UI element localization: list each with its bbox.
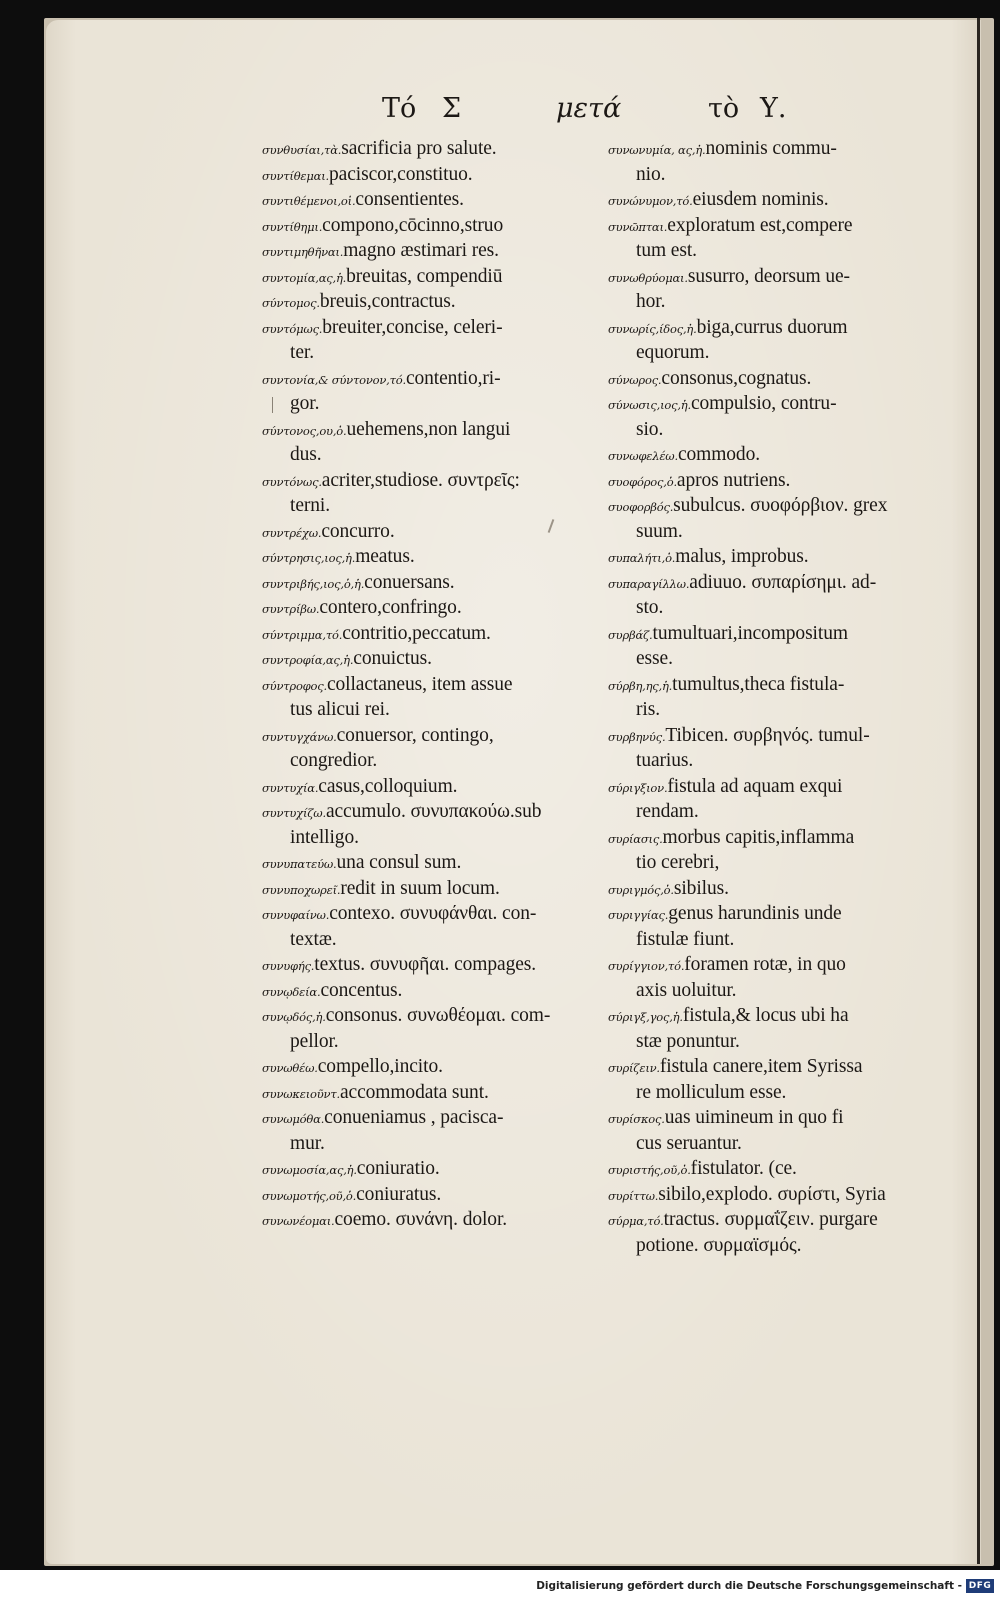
dictionary-entry	[262, 672, 600, 698]
latin-gloss: textus. συνυφῆαι. compages.	[314, 954, 537, 975]
latin-gloss: axis uoluitur.	[636, 979, 737, 1001]
dictionary-entry	[608, 1156, 948, 1182]
entry-continuation	[608, 978, 948, 1004]
greek-headword: συριγγίας.	[608, 908, 669, 922]
latin-gloss: breuitas, compendiū	[346, 265, 503, 287]
latin-gloss: consentientes.	[355, 189, 464, 210]
dictionary-entry	[262, 1105, 600, 1131]
latin-gloss: accumulo. συνυπακούω.sub	[325, 801, 542, 822]
dictionary-entry	[262, 289, 600, 315]
latin-gloss: fistula canere,item Syrissa	[659, 1056, 863, 1077]
greek-headword: συοφορβός.	[608, 500, 674, 514]
latin-gloss: textæ.	[290, 928, 337, 950]
greek-headword: συνυφής.	[262, 959, 315, 973]
greek-headword: συπαραγίλλω.	[608, 576, 690, 591]
greek-headword: συνυπατεύω.	[262, 857, 337, 871]
latin-gloss: intelligo.	[290, 826, 359, 848]
latin-gloss: consonus. συνωθέομαι. com-	[325, 1005, 551, 1026]
greek-headword: συνωρίς,ίδος,ἡ.	[608, 321, 697, 336]
greek-headword: συνωνέομαι.	[262, 1214, 335, 1228]
latin-gloss: esse.	[636, 648, 673, 669]
entry-continuation	[608, 799, 948, 825]
latin-gloss: pellor.	[290, 1030, 339, 1052]
latin-gloss: coemo. συνάνη. dolor.	[334, 1209, 508, 1230]
latin-gloss: sibilo,explodo. συρίστι, Syria	[658, 1183, 886, 1205]
latin-gloss: sto.	[636, 597, 664, 618]
greek-headword: συρίττω.	[608, 1188, 659, 1203]
latin-gloss: tumultus,theca fistula-	[672, 673, 845, 695]
latin-gloss: compono,cōcinno,struo	[322, 214, 504, 236]
latin-gloss: accommodata sunt.	[339, 1081, 489, 1103]
dictionary-entry	[262, 1182, 600, 1208]
dictionary-entry	[262, 901, 600, 927]
latin-gloss: biga,currus duorum	[696, 316, 848, 338]
entry-continuation	[262, 825, 600, 851]
latin-gloss: meatus.	[355, 546, 415, 567]
greek-headword: σύντομος.	[262, 296, 320, 310]
dictionary-entry	[262, 850, 600, 876]
latin-gloss: acriter,studiose. συντρεῖς:	[321, 469, 520, 491]
latin-gloss: collactaneus, item assue	[326, 673, 513, 695]
greek-headword: συντυχία.	[262, 780, 319, 795]
greek-headword: συοφόρος,ὁ.	[608, 474, 677, 489]
latin-gloss: sacrificia pro salute.	[341, 138, 497, 159]
greek-headword: σύντονος,ου,ὁ.	[262, 423, 347, 438]
greek-headword: συνῳδός,ἡ.	[262, 1010, 326, 1024]
latin-gloss: nio.	[636, 163, 666, 185]
dictionary-entry	[608, 1182, 948, 1208]
entry-continuation	[262, 493, 600, 519]
dictionary-entry	[262, 264, 600, 290]
latin-gloss: rendam.	[636, 801, 699, 822]
dictionary-entry	[262, 1156, 600, 1182]
entry-continuation	[262, 697, 600, 723]
dictionary-entry	[608, 723, 948, 749]
greek-headword: συντίθημι.	[262, 219, 323, 234]
dictionary-entry	[608, 621, 948, 647]
latin-gloss: gor.	[290, 393, 320, 414]
latin-gloss: nominis commu-	[705, 138, 837, 159]
greek-headword: συρίασις.	[608, 831, 663, 846]
entry-continuation	[262, 1029, 600, 1055]
greek-headword: συνυποχωρεῖ.	[262, 882, 341, 897]
entry-continuation	[262, 927, 600, 953]
latin-gloss: coniuratus.	[356, 1183, 442, 1205]
running-head-letter-upsilon: Υ.	[760, 93, 787, 124]
dictionary-entry	[262, 544, 600, 570]
greek-headword: σύνωρος.	[608, 372, 662, 387]
dictionary-entry	[608, 264, 948, 290]
latin-gloss: conuictus.	[353, 648, 432, 669]
latin-gloss: ter.	[290, 342, 314, 363]
latin-gloss: foramen rotæ, in quo	[684, 954, 846, 975]
dictionary-entry	[608, 672, 948, 698]
latin-gloss: consonus,cognatus.	[661, 367, 812, 389]
latin-gloss: tuarius.	[636, 750, 694, 771]
entry-continuation	[608, 417, 948, 443]
latin-gloss: compello,incito.	[317, 1056, 443, 1077]
greek-headword: συρβάζ.	[608, 627, 653, 642]
dictionary-entry	[262, 162, 600, 188]
greek-headword: συνωκειοῦντ.	[262, 1086, 340, 1101]
dictionary-entry	[608, 774, 948, 800]
latin-gloss: tumultuari,incompositum	[652, 622, 848, 644]
dictionary-entry	[608, 213, 948, 239]
latin-gloss: sio.	[636, 418, 664, 440]
greek-headword: συριστής,οῦ,ὁ.	[608, 1163, 691, 1177]
running-head-left: Τό	[382, 93, 417, 124]
dictionary-entry	[608, 1105, 948, 1131]
dictionary-entry	[608, 315, 948, 341]
dictionary-entry	[262, 952, 600, 978]
entry-continuation	[262, 1131, 600, 1157]
latin-gloss: morbus capitis,inflamma	[662, 826, 855, 848]
greek-headword: συρβηνύς.	[608, 729, 666, 744]
entry-continuation	[608, 340, 948, 366]
running-head-letter-sigma: Σ	[442, 93, 462, 124]
latin-gloss: tractus. συρμαΐζειν. purgare	[663, 1209, 878, 1230]
latin-gloss: commodo.	[677, 444, 761, 465]
greek-headword: συνωνυμία, ας,ἡ.	[608, 143, 706, 157]
latin-gloss: ris.	[636, 699, 660, 720]
latin-gloss: coniuratio.	[356, 1158, 440, 1179]
greek-headword: συνθυσίαι,τὰ.	[262, 143, 342, 157]
entry-continuation	[608, 162, 948, 188]
entry-continuation	[608, 1029, 948, 1055]
greek-headword: συρίζειν.	[608, 1061, 660, 1075]
dictionary-entry	[608, 136, 948, 162]
greek-headword: συνυφαίνω.	[262, 908, 330, 922]
dictionary-entry	[608, 391, 948, 417]
dfg-logo: DFG	[966, 1579, 994, 1593]
greek-headword: συρίγγιον,τό.	[608, 959, 685, 973]
latin-gloss: fistula,& locus ubi ha	[682, 1005, 849, 1026]
dictionary-entry	[262, 1054, 600, 1080]
greek-headword: συντυγχάνω.	[262, 729, 337, 744]
latin-gloss: tio cerebri,	[636, 852, 720, 873]
greek-headword: συνωθρύομαι.	[608, 270, 688, 285]
latin-gloss: tum est.	[636, 240, 697, 261]
funding-credit: Digitalisierung gefördert durch die Deutsche Forschungsgemeinschaft -	[536, 1580, 962, 1592]
dictionary-entry	[262, 570, 600, 596]
dictionary-entry	[608, 825, 948, 851]
entry-continuation	[608, 1233, 948, 1259]
greek-headword: σύντρησις,ιος,ἡ.	[262, 551, 356, 565]
entry-continuation	[262, 748, 600, 774]
entry-continuation	[608, 519, 948, 545]
latin-gloss: redit in suum locum.	[340, 877, 500, 899]
greek-headword: συνωφελέω.	[608, 449, 678, 463]
greek-headword: συντονία,& σύντονον,τό.	[262, 372, 406, 387]
greek-headword: συντυχίζω.	[262, 806, 326, 820]
dictionary-entry	[262, 876, 600, 902]
latin-gloss: fistula ad aquam exqui	[667, 775, 843, 797]
greek-headword: συνώνυμον,τό.	[608, 194, 693, 208]
dictionary-entry	[608, 187, 948, 213]
greek-headword: συντίθεμαι.	[262, 168, 330, 183]
dictionary-entry	[262, 213, 600, 239]
latin-gloss: breuis,contractus.	[319, 291, 456, 312]
right-column	[608, 136, 948, 1266]
latin-gloss: compulsio, contru-	[690, 393, 837, 414]
latin-gloss: subulcus. συοφόρβιον. grex	[673, 495, 888, 516]
dictionary-entry	[608, 876, 948, 902]
dictionary-entry	[262, 646, 600, 672]
latin-gloss: genus harundinis unde	[668, 903, 842, 924]
latin-gloss: exploratum est,compere	[667, 214, 853, 236]
latin-gloss: susurro, deorsum ue-	[687, 265, 850, 287]
latin-gloss: mur.	[290, 1132, 325, 1154]
dictionary-entry	[262, 723, 600, 749]
dictionary-entry	[262, 595, 600, 621]
latin-gloss: conueniamus , pacisca-	[324, 1107, 504, 1128]
dictionary-entry	[608, 901, 948, 927]
greek-headword: συριγμός,ὁ.	[608, 882, 674, 897]
dictionary-entry	[608, 544, 948, 570]
dictionary-entry	[262, 187, 600, 213]
latin-gloss: malus, improbus.	[675, 546, 809, 567]
greek-headword: συνωθέω.	[262, 1061, 318, 1075]
dictionary-entry	[262, 417, 600, 443]
dictionary-entry	[608, 468, 948, 494]
latin-gloss: conuersans.	[364, 571, 455, 593]
latin-gloss: congredior.	[290, 750, 378, 771]
latin-gloss: contentio,ri-	[405, 367, 501, 389]
running-head-to: τὸ	[708, 93, 740, 124]
greek-headword: συνῳδεία.	[262, 984, 321, 999]
latin-gloss: sibilus.	[673, 877, 729, 899]
entry-continuation	[608, 697, 948, 723]
entry-continuation	[608, 850, 948, 876]
dictionary-entry	[608, 1003, 948, 1029]
dictionary-entry	[608, 1207, 948, 1233]
entry-continuation	[608, 748, 948, 774]
entry-continuation	[608, 646, 948, 672]
latin-gloss: fistulæ fiunt.	[636, 928, 735, 950]
greek-headword: συνῶπται.	[608, 219, 668, 234]
latin-gloss: concurro.	[321, 520, 395, 542]
dictionary-entry	[262, 774, 600, 800]
greek-headword: συντόμως.	[262, 321, 323, 336]
entry-continuation	[608, 238, 948, 264]
latin-gloss: contero,confringo.	[319, 597, 462, 618]
dictionary-entry	[262, 799, 600, 825]
latin-gloss: conuersor, contingo,	[336, 724, 494, 746]
latin-gloss: stæ ponuntur.	[636, 1030, 740, 1052]
latin-gloss: equorum.	[636, 342, 710, 363]
latin-gloss: casus,colloquium.	[318, 775, 458, 797]
greek-headword: συντιμηθῆναι.	[262, 245, 344, 259]
entry-continuation	[608, 1080, 948, 1106]
entry-continuation	[608, 289, 948, 315]
entry-continuation	[262, 442, 600, 468]
greek-headword: σύριγξ,γος,ἡ.	[608, 1010, 683, 1024]
dictionary-entry	[262, 366, 600, 392]
latin-gloss: potione. συρμαϊσμός.	[636, 1234, 802, 1256]
greek-headword: σύριγξιον.	[608, 780, 668, 795]
greek-headword: σύντροφος.	[262, 678, 327, 693]
dictionary-entry	[262, 1207, 600, 1233]
greek-headword: συνωμοτής,οῦ,ὁ.	[262, 1188, 357, 1203]
running-head-meta: μετά	[556, 93, 622, 124]
greek-headword: συπαλήτι,ὁ.	[608, 551, 676, 565]
latin-gloss: magno æstimari res.	[343, 240, 499, 261]
greek-headword: σύρβη,ης,ἡ.	[608, 678, 673, 693]
greek-headword: συντροφία,ας,ἡ.	[262, 653, 354, 667]
greek-headword: συντρίβω.	[262, 602, 320, 616]
dictionary-entry	[262, 136, 600, 162]
greek-headword: συνωμοσία,ας,ἡ.	[262, 1163, 357, 1177]
entry-continuation	[608, 1131, 948, 1157]
latin-gloss: paciscor,constituo.	[329, 163, 473, 185]
dictionary-entry	[262, 315, 600, 341]
latin-gloss: eiusdem nominis.	[692, 189, 829, 210]
entry-continuation	[608, 595, 948, 621]
dictionary-entry	[262, 978, 600, 1004]
dictionary-entry	[608, 570, 948, 596]
latin-gloss: terni.	[290, 495, 331, 516]
dictionary-entry	[262, 468, 600, 494]
latin-gloss: concentus.	[320, 979, 403, 1001]
greek-headword: συντόνως.	[262, 474, 322, 489]
dictionary-entry	[608, 493, 948, 519]
dictionary-entry	[262, 1003, 600, 1029]
greek-headword: συντιθέμενοι,οἱ.	[262, 194, 356, 208]
greek-headword: σύνωσις,ιος,ἡ.	[608, 398, 691, 412]
latin-gloss: fistulator. (ce.	[690, 1158, 797, 1179]
left-column	[262, 136, 600, 1266]
dictionary-entry	[608, 442, 948, 468]
dictionary-entry	[608, 366, 948, 392]
latin-gloss: una consul sum.	[336, 852, 462, 873]
dictionary-entry	[262, 238, 600, 264]
greek-headword: συντρέχω.	[262, 525, 322, 540]
latin-gloss: contexo. συνυφάνθαι. con-	[329, 903, 537, 924]
latin-gloss: breuiter,concise, celeri-	[322, 316, 503, 338]
margin-mark	[272, 397, 273, 413]
latin-gloss: cus seruantur.	[636, 1132, 742, 1154]
greek-headword: σύρμα,τό.	[608, 1214, 664, 1228]
latin-gloss: Tibicen. συρβηνός. tumul-	[665, 724, 870, 746]
latin-gloss: adiuuo. συπαρίσημι. ad-	[689, 571, 877, 593]
dictionary-entry	[608, 952, 948, 978]
greek-headword: σύντριμμα,τό.	[262, 627, 343, 642]
latin-gloss: uehemens,non langui	[346, 418, 511, 440]
latin-gloss: suum.	[636, 520, 683, 542]
greek-headword: συρίσκος.	[608, 1112, 665, 1126]
entry-continuation	[262, 340, 600, 366]
latin-gloss: tus alicui rei.	[290, 699, 390, 720]
latin-gloss: apros nutriens.	[676, 469, 791, 491]
dictionary-entry	[262, 1080, 600, 1106]
latin-gloss: contritio,peccatum.	[342, 622, 491, 644]
latin-gloss: dus.	[290, 444, 322, 465]
dictionary-entry	[608, 1054, 948, 1080]
entry-continuation	[608, 927, 948, 953]
book-spine	[977, 18, 980, 1564]
latin-gloss: hor.	[636, 291, 666, 312]
greek-headword: συνωμόθα.	[262, 1112, 325, 1126]
greek-headword: συντομία,ας,ἡ.	[262, 270, 347, 285]
latin-gloss: re molliculum esse.	[636, 1081, 787, 1103]
greek-headword: συντριβής,ιος,ὁ,ἡ.	[262, 576, 365, 591]
dictionary-entry	[262, 621, 600, 647]
entry-continuation	[262, 391, 600, 417]
latin-gloss: uas uimineum in quo fi	[664, 1107, 844, 1128]
